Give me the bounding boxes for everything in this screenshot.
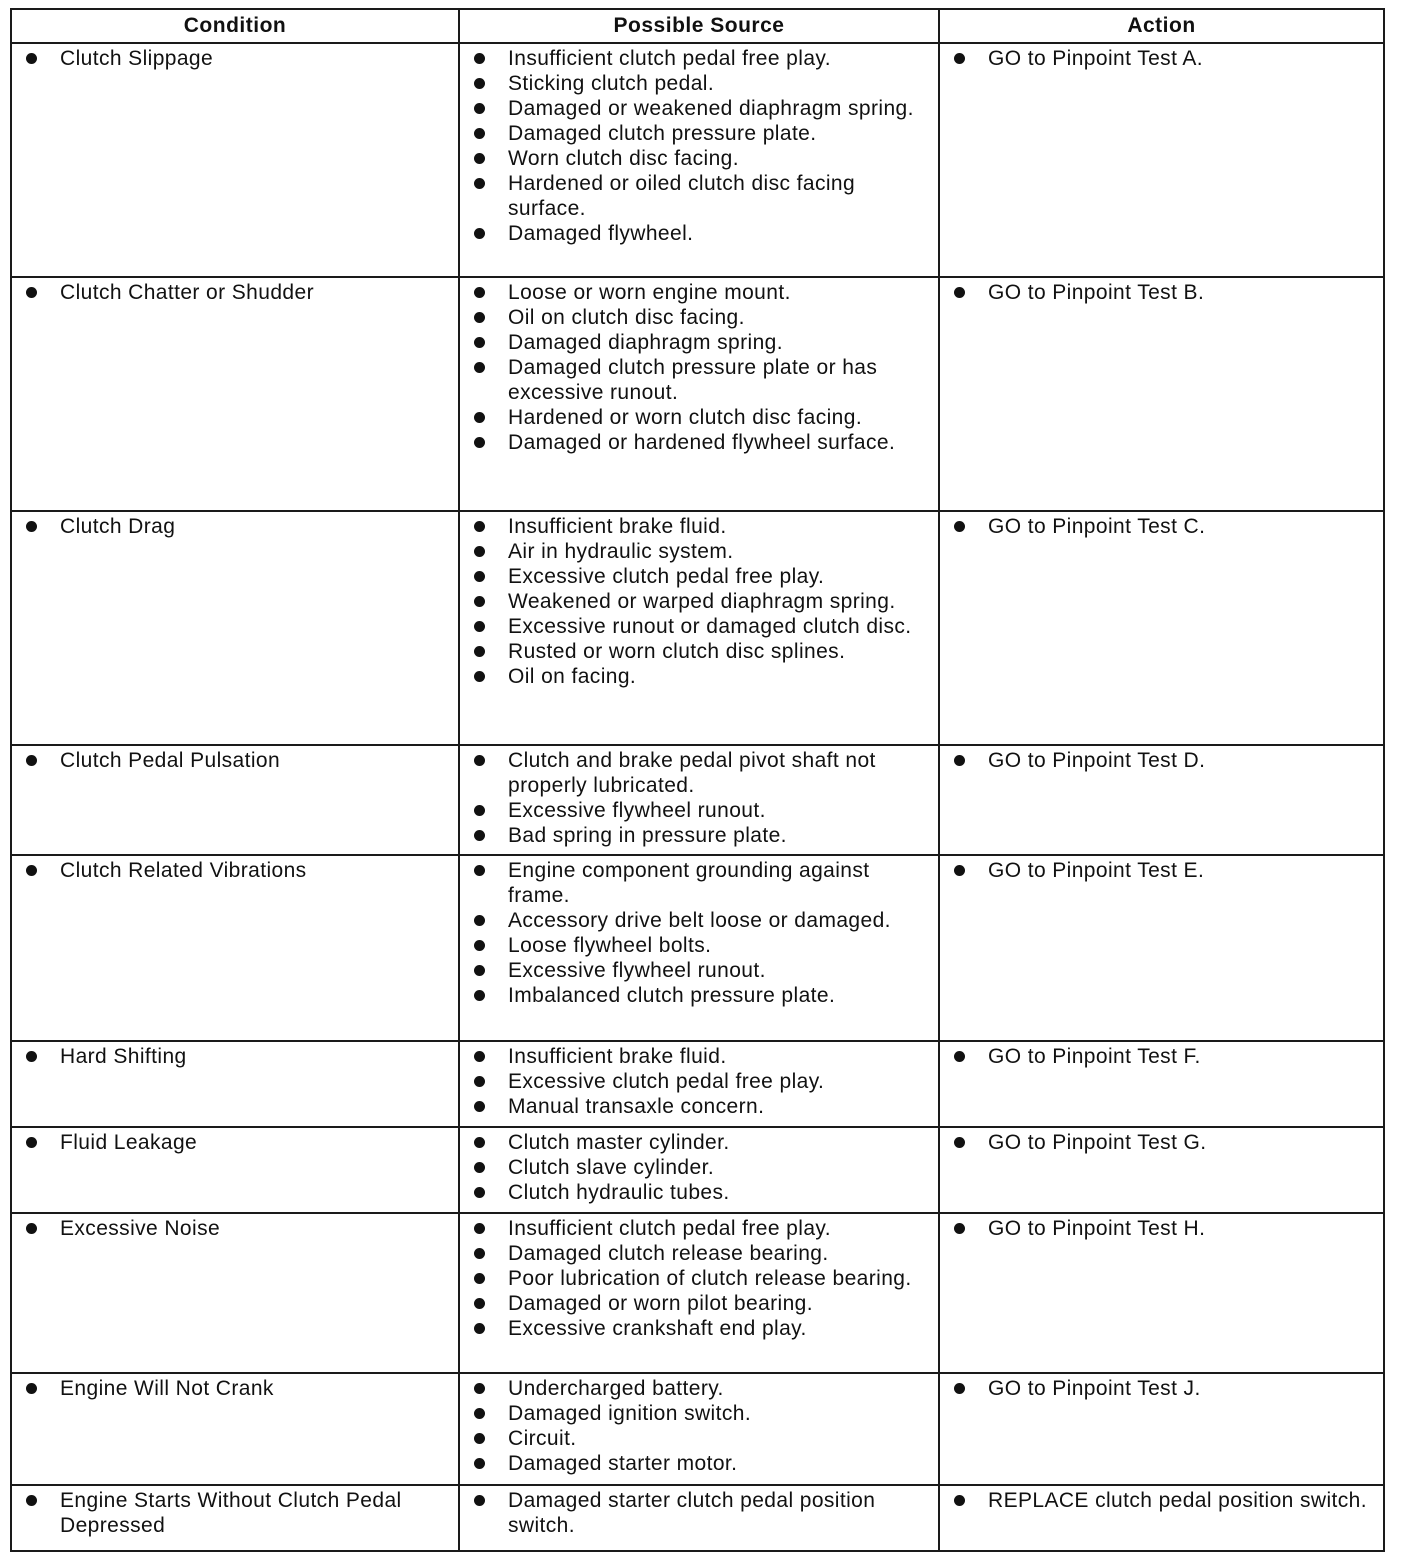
source-item-text: Oil on facing. — [508, 665, 637, 688]
source-item — [460, 958, 938, 983]
possible-source-cell-list — [460, 1130, 938, 1205]
table-row — [11, 1213, 1384, 1373]
action-item-text: GO to Pinpoint Test C. — [988, 515, 1206, 538]
bullet-icon — [474, 153, 485, 164]
source-item — [460, 1401, 938, 1426]
source-item — [460, 1155, 938, 1180]
source-item-text: Hardened or oiled clutch disc facing surface. — [508, 172, 856, 220]
condition-item — [12, 1044, 458, 1069]
condition-item — [12, 46, 458, 71]
source-item — [460, 933, 938, 958]
source-item-text: Damaged clutch pressure plate. — [508, 122, 817, 145]
bullet-icon — [26, 1137, 37, 1148]
bullet-icon — [474, 546, 485, 557]
source-item-text: Damaged starter clutch pedal position switch. — [508, 1489, 876, 1537]
possible-source-cell — [459, 43, 939, 277]
bullet-icon — [474, 621, 485, 632]
source-item-text: Excessive clutch pedal free play. — [508, 565, 825, 588]
condition-item — [12, 1488, 458, 1538]
possible-source-cell — [459, 1213, 939, 1373]
source-item — [460, 858, 938, 908]
action-cell-list — [940, 1216, 1383, 1241]
action-cell — [939, 1485, 1384, 1551]
source-item-text: Excessive crankshaft end play. — [508, 1317, 807, 1340]
action-cell — [939, 1041, 1384, 1127]
bullet-icon — [474, 1458, 485, 1469]
bullet-icon — [474, 571, 485, 582]
action-cell — [939, 855, 1384, 1041]
bullet-icon — [954, 1137, 965, 1148]
bullet-icon — [954, 521, 965, 532]
source-item-text: Manual transaxle concern. — [508, 1095, 765, 1118]
source-item — [460, 305, 938, 330]
source-item-text: Excessive runout or damaged clutch disc. — [508, 615, 912, 638]
source-item-text: Damaged diaphragm spring. — [508, 331, 783, 354]
source-item-text: Clutch slave cylinder. — [508, 1156, 715, 1179]
bullet-icon — [26, 287, 37, 298]
condition-item — [12, 1376, 458, 1401]
bullet-icon — [474, 1248, 485, 1259]
source-item — [460, 798, 938, 823]
table-row — [11, 855, 1384, 1041]
condition-cell — [11, 43, 459, 277]
source-item-text: Insufficient clutch pedal free play. — [508, 1217, 831, 1240]
action-item — [940, 514, 1383, 539]
bullet-icon — [474, 1187, 485, 1198]
condition-item-text: Clutch Related Vibrations — [60, 859, 307, 882]
source-item-text: Damaged or weakened diaphragm spring. — [508, 97, 914, 120]
source-item — [460, 564, 938, 589]
table-row — [11, 511, 1384, 745]
action-cell — [939, 1213, 1384, 1373]
bullet-icon — [474, 830, 485, 841]
table-row — [11, 1127, 1384, 1213]
bullet-icon — [474, 337, 485, 348]
bullet-icon — [474, 287, 485, 298]
bullet-icon — [954, 755, 965, 766]
bullet-icon — [26, 1223, 37, 1234]
action-cell-list — [940, 1376, 1383, 1401]
condition-item-text: Clutch Slippage — [60, 47, 214, 70]
condition-item-text: Engine Will Not Crank — [60, 1377, 274, 1400]
condition-cell — [11, 1213, 459, 1373]
bullet-icon — [474, 312, 485, 323]
bullet-icon — [954, 53, 965, 64]
condition-cell — [11, 511, 459, 745]
source-item — [460, 639, 938, 664]
possible-source-cell-list — [460, 748, 938, 848]
bullet-icon — [474, 596, 485, 607]
source-item — [460, 1266, 938, 1291]
source-item-text: Loose flywheel bolts. — [508, 934, 712, 957]
bullet-icon — [474, 128, 485, 139]
source-item-text: Imbalanced clutch pressure plate. — [508, 984, 836, 1007]
action-item — [940, 858, 1383, 883]
source-item — [460, 1216, 938, 1241]
diagnosis-table — [10, 8, 1385, 1552]
bullet-icon — [474, 1101, 485, 1112]
bullet-icon — [954, 1383, 965, 1394]
source-item-text: Weakened or warped diaphragm spring. — [508, 590, 896, 613]
bullet-icon — [474, 965, 485, 976]
condition-item-text: Engine Starts Without Clutch Pedal Depressed — [60, 1489, 402, 1537]
source-item — [460, 1069, 938, 1094]
source-item — [460, 1376, 938, 1401]
bullet-icon — [474, 178, 485, 189]
action-item — [940, 1216, 1383, 1241]
table-row — [11, 1373, 1384, 1485]
action-item — [940, 1376, 1383, 1401]
source-item-text: Damaged starter motor. — [508, 1452, 738, 1475]
source-item-text: Bad spring in pressure plate. — [508, 824, 787, 847]
table-row — [11, 277, 1384, 511]
bullet-icon — [26, 865, 37, 876]
table-row — [11, 1485, 1384, 1551]
source-item — [460, 1426, 938, 1451]
action-cell — [939, 745, 1384, 855]
condition-cell-list — [12, 1488, 458, 1538]
bullet-icon — [474, 1383, 485, 1394]
possible-source-cell-list — [460, 1216, 938, 1341]
bullet-icon — [474, 805, 485, 816]
source-item-text: Excessive flywheel runout. — [508, 799, 766, 822]
possible-source-cell — [459, 1041, 939, 1127]
action-item-text: GO to Pinpoint Test A. — [988, 47, 1204, 70]
source-item — [460, 823, 938, 848]
action-item-text: GO to Pinpoint Test G. — [988, 1131, 1207, 1154]
action-item — [940, 46, 1383, 71]
table-body — [11, 43, 1384, 1551]
source-item-text: Circuit. — [508, 1427, 577, 1450]
table-row — [11, 745, 1384, 855]
bullet-icon — [954, 1051, 965, 1062]
source-item-text: Hardened or worn clutch disc facing. — [508, 406, 863, 429]
condition-cell — [11, 1373, 459, 1485]
bullet-icon — [474, 865, 485, 876]
source-item-text: Poor lubrication of clutch release bearing. — [508, 1267, 912, 1290]
source-item-text: Excessive clutch pedal free play. — [508, 1070, 825, 1093]
bullet-icon — [474, 412, 485, 423]
action-item — [940, 1488, 1383, 1513]
action-item — [940, 1044, 1383, 1069]
condition-cell-list — [12, 46, 458, 71]
source-item — [460, 983, 938, 1008]
source-item — [460, 280, 938, 305]
bullet-icon — [474, 362, 485, 373]
source-item — [460, 1451, 938, 1476]
source-item-text: Sticking clutch pedal. — [508, 72, 715, 95]
action-cell — [939, 1127, 1384, 1213]
condition-cell-list — [12, 1130, 458, 1155]
bullet-icon — [474, 1273, 485, 1284]
bullet-icon — [26, 521, 37, 532]
action-cell-list — [940, 46, 1383, 71]
action-item-text: GO to Pinpoint Test D. — [988, 749, 1206, 772]
bullet-icon — [474, 103, 485, 114]
action-cell — [939, 511, 1384, 745]
action-cell-list — [940, 858, 1383, 883]
action-cell-list — [940, 1488, 1383, 1513]
action-cell-list — [940, 514, 1383, 539]
action-item — [940, 1130, 1383, 1155]
source-item — [460, 748, 938, 798]
possible-source-cell — [459, 1127, 939, 1213]
source-item-text: Insufficient brake fluid. — [508, 515, 727, 538]
possible-source-cell-list — [460, 1488, 938, 1538]
bullet-icon — [474, 1298, 485, 1309]
bullet-icon — [474, 755, 485, 766]
source-item-text: Oil on clutch disc facing. — [508, 306, 745, 329]
source-item — [460, 405, 938, 430]
possible-source-cell-list — [460, 514, 938, 689]
action-cell-list — [940, 1044, 1383, 1069]
bullet-icon — [474, 940, 485, 951]
source-item-text: Accessory drive belt loose or damaged. — [508, 909, 891, 932]
source-item-text: Air in hydraulic system. — [508, 540, 734, 563]
source-item — [460, 1291, 938, 1316]
source-item-text: Clutch and brake pedal pivot shaft not properly lubricated. — [508, 749, 876, 797]
source-item-text: Damaged clutch release bearing. — [508, 1242, 829, 1265]
source-item-text: Undercharged battery. — [508, 1377, 724, 1400]
condition-cell — [11, 855, 459, 1041]
condition-header: Condition — [11, 9, 459, 43]
bullet-icon — [474, 1051, 485, 1062]
condition-item — [12, 1216, 458, 1241]
condition-cell-list — [12, 858, 458, 883]
table-header-row — [11, 9, 1384, 43]
table-row — [11, 1041, 1384, 1127]
source-item-text: Engine component grounding against frame. — [508, 859, 870, 907]
source-item-text: Damaged ignition switch. — [508, 1402, 752, 1425]
source-item-text: Damaged or worn pilot bearing. — [508, 1292, 813, 1315]
possible-source-cell — [459, 1373, 939, 1485]
possible-source-cell — [459, 277, 939, 511]
bullet-icon — [954, 287, 965, 298]
source-item-text: Loose or worn engine mount. — [508, 281, 791, 304]
source-item-text: Rusted or worn clutch disc splines. — [508, 640, 846, 663]
source-item — [460, 1316, 938, 1341]
source-item — [460, 171, 938, 221]
source-item — [460, 96, 938, 121]
bullet-icon — [474, 53, 485, 64]
possible-source-cell-list — [460, 280, 938, 455]
action-item-text: REPLACE clutch pedal position switch. — [988, 1489, 1367, 1512]
condition-cell-list — [12, 748, 458, 773]
source-item — [460, 146, 938, 171]
possible-source-cell-list — [460, 1044, 938, 1119]
bullet-icon — [474, 990, 485, 1001]
bullet-icon — [474, 1162, 485, 1173]
condition-cell — [11, 1041, 459, 1127]
source-item-text: Insufficient clutch pedal free play. — [508, 47, 831, 70]
source-item — [460, 221, 938, 246]
action-item-text: GO to Pinpoint Test B. — [988, 281, 1205, 304]
bullet-icon — [474, 1408, 485, 1419]
possible-source-cell — [459, 855, 939, 1041]
bullet-icon — [954, 1223, 965, 1234]
condition-cell — [11, 745, 459, 855]
source-item-text: Damaged or hardened flywheel surface. — [508, 431, 896, 454]
condition-item-text: Fluid Leakage — [60, 1131, 198, 1154]
action-cell-list — [940, 280, 1383, 305]
condition-cell — [11, 1127, 459, 1213]
action-cell — [939, 277, 1384, 511]
condition-item-text: Clutch Drag — [60, 515, 176, 538]
bullet-icon — [26, 53, 37, 64]
condition-item-text: Clutch Pedal Pulsation — [60, 749, 281, 772]
source-item — [460, 430, 938, 455]
action-item-text: GO to Pinpoint Test H. — [988, 1217, 1206, 1240]
source-item-text: Excessive flywheel runout. — [508, 959, 766, 982]
source-item-text: Clutch master cylinder. — [508, 1131, 730, 1154]
possible-source-header: Possible Source — [459, 9, 939, 43]
action-item-text: GO to Pinpoint Test J. — [988, 1377, 1201, 1400]
source-item — [460, 1094, 938, 1119]
condition-item — [12, 280, 458, 305]
action-header: Action — [939, 9, 1384, 43]
bullet-icon — [26, 1383, 37, 1394]
condition-cell-list — [12, 514, 458, 539]
bullet-icon — [954, 865, 965, 876]
source-item — [460, 1130, 938, 1155]
bullet-icon — [474, 78, 485, 89]
action-item — [940, 280, 1383, 305]
condition-cell — [11, 1485, 459, 1551]
source-item — [460, 1241, 938, 1266]
bullet-icon — [474, 1495, 485, 1506]
source-item-text: Damaged clutch pressure plate or has excessive runout. — [508, 356, 878, 404]
condition-cell-list — [12, 1376, 458, 1401]
source-item — [460, 539, 938, 564]
source-item-text: Clutch hydraulic tubes. — [508, 1181, 730, 1204]
source-item — [460, 71, 938, 96]
action-cell-list — [940, 748, 1383, 773]
source-item-text: Damaged flywheel. — [508, 222, 694, 245]
action-item-text: GO to Pinpoint Test F. — [988, 1045, 1201, 1068]
bullet-icon — [26, 1051, 37, 1062]
source-item — [460, 1180, 938, 1205]
source-item — [460, 664, 938, 689]
bullet-icon — [954, 1495, 965, 1506]
bullet-icon — [474, 1076, 485, 1087]
bullet-icon — [474, 1223, 485, 1234]
source-item — [460, 121, 938, 146]
possible-source-cell-list — [460, 46, 938, 246]
source-item — [460, 614, 938, 639]
bullet-icon — [474, 671, 485, 682]
source-item — [460, 46, 938, 71]
condition-cell-list — [12, 1216, 458, 1241]
condition-item — [12, 748, 458, 773]
source-item — [460, 514, 938, 539]
source-item — [460, 1044, 938, 1069]
possible-source-cell — [459, 745, 939, 855]
bullet-icon — [474, 1433, 485, 1444]
source-item — [460, 908, 938, 933]
action-cell — [939, 1373, 1384, 1485]
condition-item — [12, 1130, 458, 1155]
action-item — [940, 748, 1383, 773]
bullet-icon — [474, 1137, 485, 1148]
bullet-icon — [26, 1495, 37, 1506]
condition-item — [12, 514, 458, 539]
action-cell — [939, 43, 1384, 277]
condition-item-text: Excessive Noise — [60, 1217, 221, 1240]
source-item — [460, 355, 938, 405]
condition-cell — [11, 277, 459, 511]
condition-cell-list — [12, 280, 458, 305]
bullet-icon — [474, 1323, 485, 1334]
bullet-icon — [474, 228, 485, 239]
bullet-icon — [474, 521, 485, 532]
source-item — [460, 330, 938, 355]
table-row — [11, 43, 1384, 277]
condition-item-text: Hard Shifting — [60, 1045, 187, 1068]
source-item-text: Insufficient brake fluid. — [508, 1045, 727, 1068]
bullet-icon — [474, 915, 485, 926]
bullet-icon — [474, 646, 485, 657]
action-cell-list — [940, 1130, 1383, 1155]
source-item — [460, 1488, 938, 1538]
condition-item-text: Clutch Chatter or Shudder — [60, 281, 314, 304]
possible-source-cell — [459, 511, 939, 745]
action-item-text: GO to Pinpoint Test E. — [988, 859, 1205, 882]
bullet-icon — [26, 755, 37, 766]
condition-cell-list — [12, 1044, 458, 1069]
possible-source-cell-list — [460, 1376, 938, 1476]
possible-source-cell-list — [460, 858, 938, 1008]
condition-item — [12, 858, 458, 883]
source-item — [460, 589, 938, 614]
bullet-icon — [474, 437, 485, 448]
source-item-text: Worn clutch disc facing. — [508, 147, 739, 170]
possible-source-cell — [459, 1485, 939, 1551]
